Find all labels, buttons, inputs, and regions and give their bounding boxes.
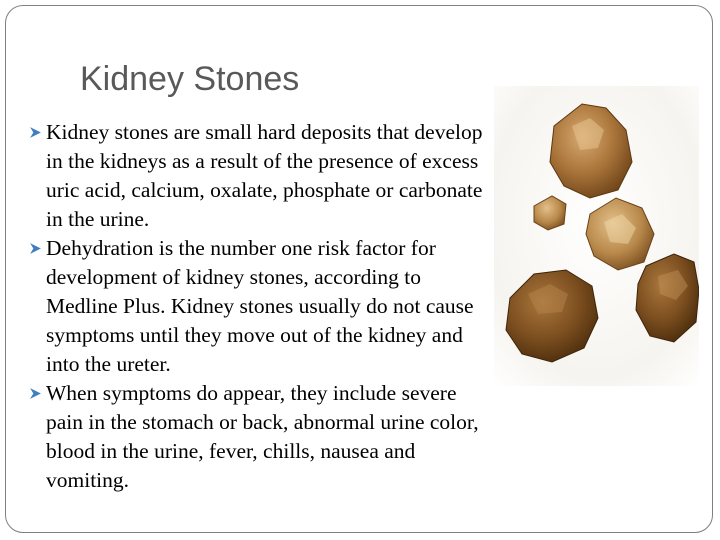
kidney-stones-photo xyxy=(494,86,699,386)
bullet-text: When symptoms do appear, they include severe pain in the stomach or back, abnormal urine color, blood in the urine, fever, chills, nausea and vomiting. xyxy=(46,381,479,492)
bullet-item xyxy=(26,234,496,379)
slide-title: Kidney Stones xyxy=(80,60,300,98)
arrow-bullet-icon xyxy=(29,387,42,400)
arrow-bullet-icon xyxy=(29,126,42,139)
bullet-text: Kidney stones are small hard deposits that develop in the kidneys as a result of the presence of excess uric acid, calcium, oxalate, phosphate or carbonate in the urine. xyxy=(46,120,483,231)
bullet-list xyxy=(26,118,496,495)
bullet-item xyxy=(26,379,496,495)
bullet-item xyxy=(26,118,496,234)
arrow-bullet-icon xyxy=(29,242,42,255)
bullet-text: Dehydration is the number one risk factor for development of kidney stones, according to Medline Plus. Kidney stones usually do not cause symptoms until they move out of the kidney and into the ureter. xyxy=(46,236,474,376)
